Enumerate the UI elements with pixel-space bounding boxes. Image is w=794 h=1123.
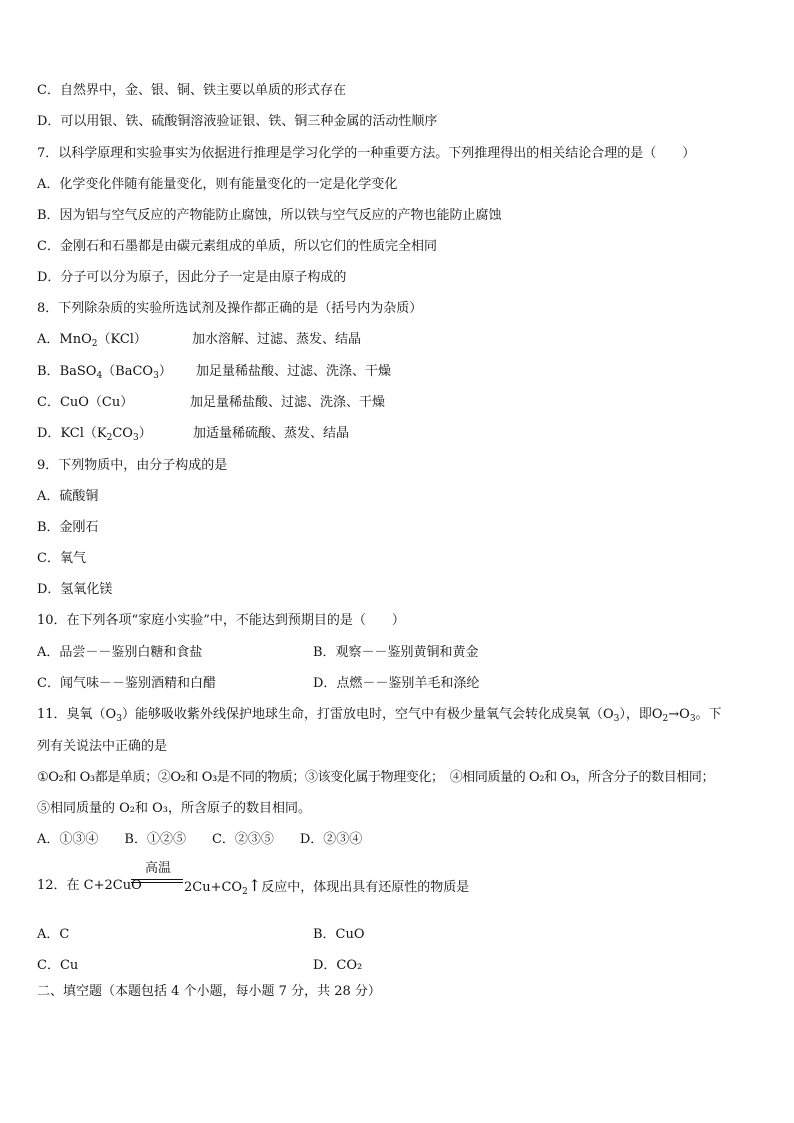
q9-option-b: B．金刚石 xyxy=(37,520,99,535)
q7-option-d: D．分子可以分为原子，因此分子一定是由原子构成的 xyxy=(37,270,347,285)
q12-condition: 高温 xyxy=(145,861,172,876)
q12-option-c: C．Cu xyxy=(37,958,79,973)
q8-option-b-formula: B．BaSO$_4$（BaCO$_3$） xyxy=(37,364,172,381)
q10-option-b: B．观察－－鉴别黄铜和黄金 xyxy=(313,645,479,660)
q12-stem-pre: 12．在 C+2CuO xyxy=(37,878,142,893)
q11-stem-line1: 11．臭氧$(O_3)$能够吸收紫外线保护地球生命，打雷放电时，空气中有极少量氧气会转化成臭氧$(O_3)$，即$O_2\to O_3$。下 xyxy=(37,707,722,724)
q7-option-b: B．因为铝与空气反应的产物能防止腐蚀，所以铁与空气反应的产物也能防止腐蚀 xyxy=(37,208,502,223)
q12-reaction-arrow xyxy=(131,862,183,888)
q11-choices: A．①③④ B．①②⑤ C．②③⑤ D．②③④ xyxy=(37,832,363,847)
q9-option-a: A．硫酸铜 xyxy=(37,489,99,504)
q7-option-c: C．金刚石和石墨都是由碳元素组成的单质，所以它们的性质完全相同 xyxy=(37,239,437,254)
gas-arrow-icon: ↑ xyxy=(247,876,262,895)
q11-stem-line2: 列有关说法中正确的是 xyxy=(37,739,168,754)
q8-option-c-formula: C．CuO（Cu） xyxy=(37,395,134,410)
q9-option-c: C．氧气 xyxy=(37,551,86,566)
q8-option-b-method: 加足量稀盐酸、过滤、洗涤、干燥 xyxy=(196,364,392,379)
q10-option-c: C．闻气味－－鉴别酒精和白醋 xyxy=(37,676,216,691)
q8-option-d-method: 加适量稀硫酸、蒸发、结晶 xyxy=(193,426,350,441)
q8-option-d-formula: D．$KCl(K_2CO_3)$ xyxy=(37,426,152,443)
q11-statements-line2: ⑤相同质量的 O₂和 O₃，所含原子的数目相同。 xyxy=(37,801,312,816)
q6-option-c: C．自然界中，金、银、铜、铁主要以单质的形式存在 xyxy=(37,83,346,98)
q7-option-a: A．化学变化伴随有能量变化，则有能量变化的一定是化学变化 xyxy=(37,177,398,192)
section-2-heading: 二、填空题（本题包括 4 个小题，每小题 7 分，共 28 分） xyxy=(37,984,381,999)
q12-stem-post: $2Cu+CO_2↑$反应中，体现出具有还原性的物质是 xyxy=(184,876,470,897)
q12-option-d: D．CO₂ xyxy=(313,958,363,973)
q7-stem: 7．以科学原理和实验事实为依据进行推理是学习化学的一种重要方法。下列推理得出的相关结论合理的是（ ） xyxy=(37,146,696,161)
q12-option-a: A．C xyxy=(37,927,70,942)
q8-stem: 8．下列除杂质的实验所选试剂及操作都正确的是（括号内为杂质） xyxy=(37,301,423,316)
q6-option-d: D．可以用银、铁、硫酸铜溶液验证银、铁、铜三种金属的活动性顺序 xyxy=(37,114,438,129)
q11-statements-line1: ①O₂和 O₃都是单质；②O₂和 O₃是不同的物质；③该变化属于物理变化； ④相同质量的 O₂和 O₃，所含分子的数目相同； xyxy=(37,770,715,785)
q10-stem: 10．在下列各项“家庭小实验”中，不能达到预期目的是（ ） xyxy=(37,613,405,628)
q10-option-d: D．点燃－－鉴别羊毛和涤纶 xyxy=(313,676,480,691)
q10-option-a: A．品尝－－鉴别白糖和食盐 xyxy=(37,645,203,660)
q9-stem: 9．下列物质中，由分子构成的是 xyxy=(37,458,228,473)
q8-option-a-method: 加水溶解、过滤、蒸发、结晶 xyxy=(192,332,362,347)
q9-option-d: D．氢氧化镁 xyxy=(37,582,113,597)
q8-option-a-formula: A．MnO$_2$（KCl） xyxy=(37,332,147,349)
q8-option-c-method: 加足量稀盐酸、过滤、洗涤、干燥 xyxy=(190,395,386,410)
q12-option-b: B．CuO xyxy=(313,927,365,942)
